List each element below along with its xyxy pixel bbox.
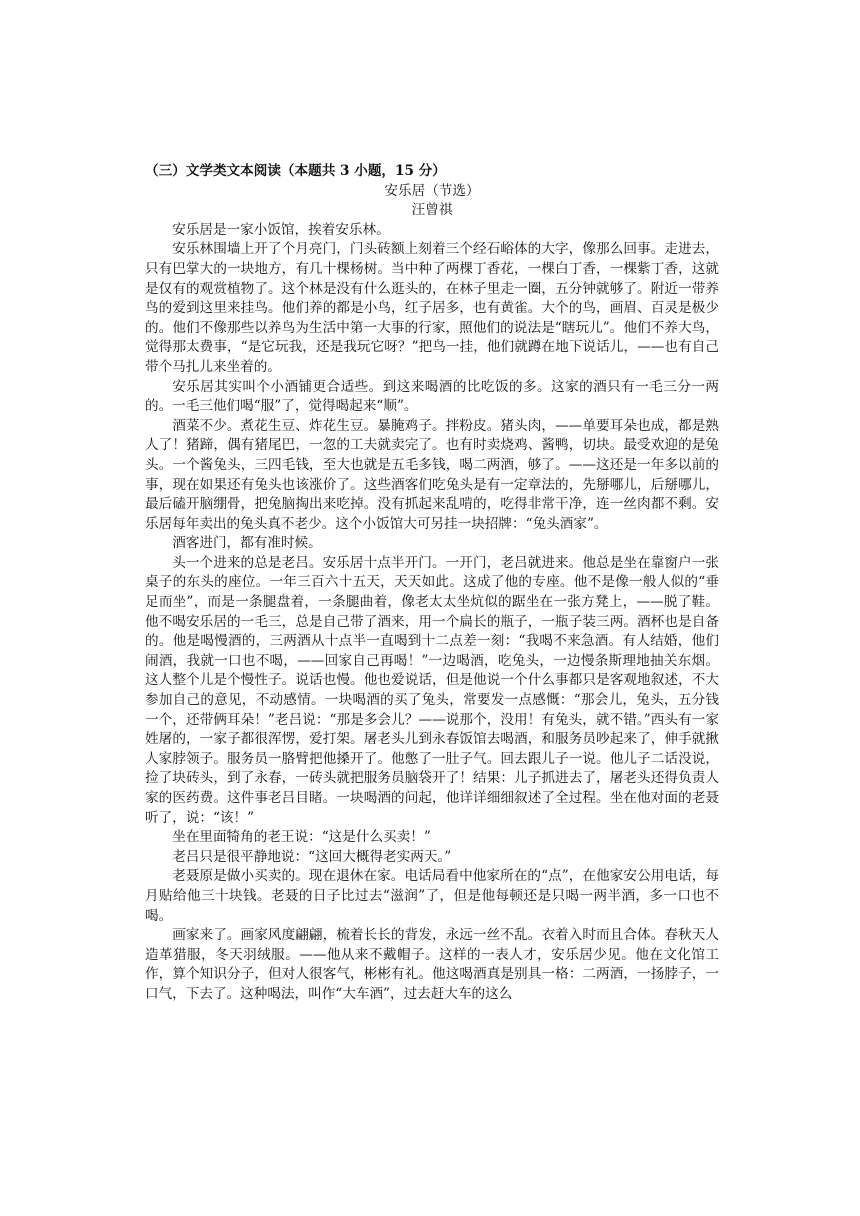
section-heading: （三）文学类文本阅读（本题共 3 小题，15 分） bbox=[145, 163, 446, 179]
paragraph-4: 酒菜不少。煮花生豆、炸花生豆。暴腌鸡子。拌粉皮。猪头肉，——单要耳朵也成，都是熟人了！猪蹄，偶有猪尾巴，一忽的工夫就卖完了。也有时卖烧鸡、酱鸭，切块。最受欢迎的是兔头。一个酱兔头，三四毛钱，至大也就是五毛多钱，喝二两酒，够了。——这还是一年多以前的事，现在如果还有兔头也该涨价了。这些酒客们吃兔头是有一定章法的，先掰哪儿，后掰哪儿，最后磕开脑绷骨，把兔脑掏出来吃掉。没有抓起来乱啃的，吃得非常干净，连一丝肉都不剩。安乐居每年卖出的兔头真不老少。这个小饭馆大可另挂一块招牌：“兔头酒家”。 bbox=[145, 417, 719, 532]
paragraph-5: 酒客进门，都有准时候。 bbox=[172, 535, 322, 552]
paragraph-7: 坐在里面犄角的老王说：“这是什么买卖！” bbox=[172, 829, 431, 846]
paragraph-6: 头一个进来的总是老吕。安乐居十点半开门。一开门，老吕就进来。他总是坐在靠窗户一张桌子的东头的座位。一年三百六十五天，天天如此。这成了他的专座。他不是像一般人似的“垂足而坐”，而是一条腿盘着，一条腿曲着，像老太太坐炕似的踞坐在一张方凳上，——脱了鞋。他不喝安乐居的一毛三，总是自己带了酒来，用一个扁长的瓶子，一瓶子装三两。酒杯也是自备的。他是喝慢酒的，三两酒从十点半一直喝到十二点差一刻：“我喝不来急酒。有人结婚，他们闹酒，我就一口也不喝，——回家自己再喝！”一边喝酒，吃兔头，一边慢条斯理地抽关东烟。这人整个儿是个慢性子。说话也慢。他也爱说话，但是他说一个什么事都只是客观地叙述，不大参加自己的意见，不动感情。一块喝酒的买了兔头，常要发一点感慨：“那会儿，兔头，五分钱一个，还带俩耳朵！”老吕说：“那是多会儿？——说那个，没用！有兔头，就不错。”西头有一家姓屠的，一家子都很浑愣，爱打架。屠老头儿到永春饭馆去喝酒，和服务员吵起来了，伸手就揪人家脖领子。服务员一胳臂把他搡开了。他憋了一肚子气。回去跟儿子一说。他儿子二话没说，捡了块砖头，到了永春，一砖头就把服务员脑袋开了！结果：儿子抓进去了，屠老头还得负责人家的医药费。这件事老吕目睹。一块喝酒的问起，他详详细细叙述了全过程。坐在他对面的老聂听了，说：“该！” bbox=[145, 554, 719, 826]
paragraph-9: 老聂原是做小买卖的。现在退休在家。电话局看中他家所在的“点”，在他家安公用电话，每月贴给他三十块钱。老聂的日子比过去“滋润”了，但是他每顿还是只喝一两半酒，多一口也不喝。 bbox=[145, 868, 719, 924]
paragraph-2: 安乐林围墙上开了个月亮门，门头砖额上刻着三个经石峪体的大字，像那么回事。走进去，只有巴掌大的一块地方，有几十棵杨树。当中种了两棵丁香花，一棵白丁香，一棵紫丁香，这就是仅有的观赏植物了。这个林是没有什么逛头的，在林子里走一圈，五分钟就够了。附近一带养鸟的爱到这里来挂鸟。他们养的都是小鸟，红子居多，也有黄雀。大个的鸟，画眉、百灵是极少的。他们不像那些以养鸟为生活中第一大事的行家，照他们的说法是“瞎玩儿”。他们不养大鸟，觉得那太费事，“是它玩我，还是我玩它呀？”把鸟一挂，他们就蹲在地下说话儿，——也有自己带个马扎儿来坐着的。 bbox=[145, 241, 719, 375]
paragraph-1: 安乐居是一家小饭馆，挨着安乐林。 bbox=[172, 221, 390, 238]
article-title: 安乐居（节选） bbox=[384, 182, 480, 199]
document-page bbox=[145, 162, 719, 1005]
paragraph-3: 安乐居其实叫个小酒铺更合适些。到这来喝酒的比吃饭的多。这家的酒只有一毛三分一两的。一毛三他们喝“服”了，觉得喝起来“顺”。 bbox=[145, 378, 719, 415]
article-author: 汪曾祺 bbox=[411, 202, 453, 219]
paragraph-8: 老吕只是很平静地说：“这回大概得老实两天。” bbox=[172, 848, 452, 865]
paragraph-10: 画家来了。画家风度翩翩，梳着长长的背发，永远一丝不乱。衣着入时而且合体。春秋天人造革猎服，冬天羽绒服。——他从来不戴帽子。这样的一表人才，安乐居少见。他在文化馆工作，算个知识分子，但对人很客气，彬彬有礼。他这喝酒真是别具一格：二两酒，一扬脖子，一口气，下去了。这种喝法，叫作“大车酒”，过去赶大车的这么 bbox=[145, 927, 719, 1002]
